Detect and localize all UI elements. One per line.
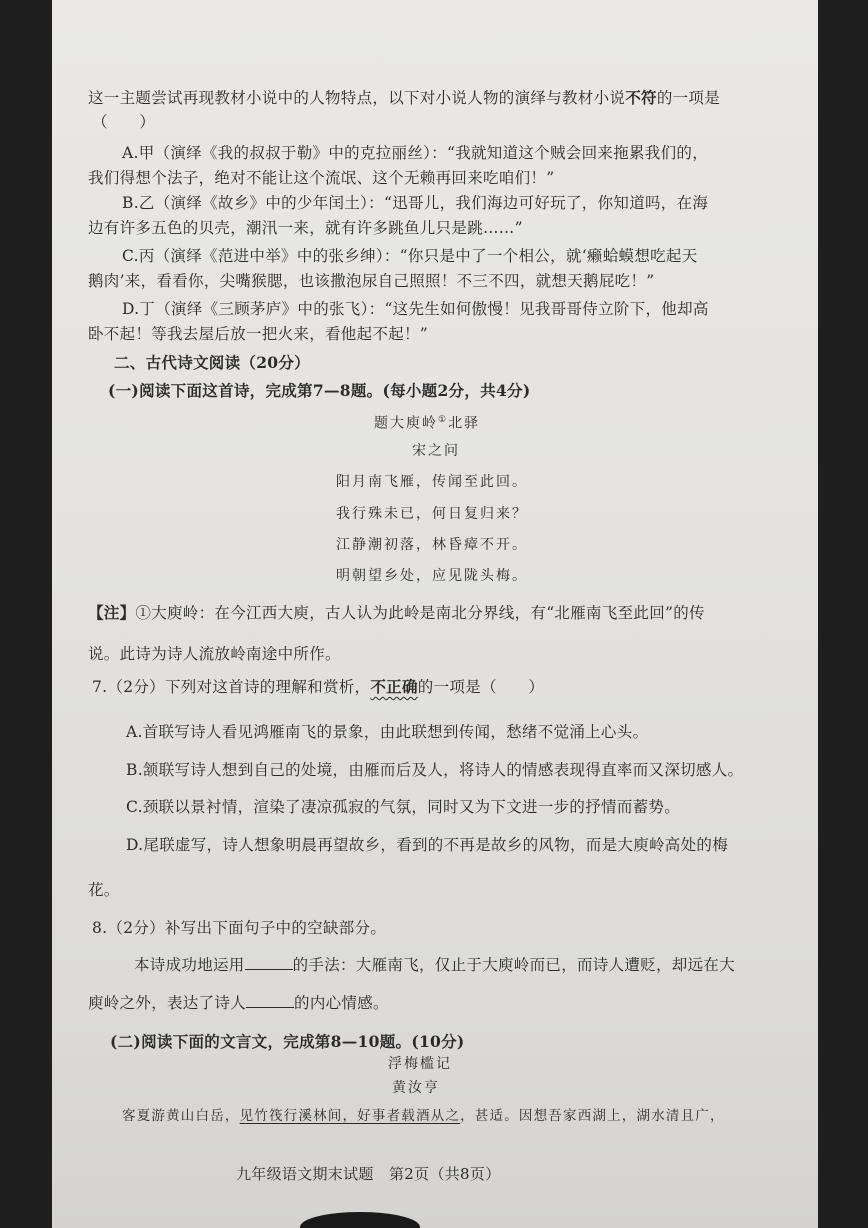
q7-option-d-line1: D.尾联虚写，诗人想象明晨再望故乡，看到的不再是故乡的风物，而是大庾岭高处的梅 [126, 836, 729, 854]
underlined-phrase: 见竹筏行溪林间，好事者载酒从之 [239, 1108, 461, 1124]
emphasis-incorrect: 不正确 [370, 677, 418, 696]
fill-blank-2[interactable] [246, 994, 294, 1008]
prose-author: 黄汝亨 [392, 1080, 440, 1096]
poem-line: 我行殊未已，何日复归来？ [336, 506, 528, 522]
q7-stem: 7.（2分）下列对这首诗的理解和赏析，不正确的一项是（ ） [92, 677, 545, 696]
q8-sentence-line2: 庾岭之外，表达了诗人 的内心情感。 [88, 994, 389, 1012]
q6-option-c-line2: 鹅肉’来，看看你，尖嘴猴腮，也该撒泡尿自己照照！不三不四，就想天鹅屁吃！” [88, 272, 655, 290]
subsection-heading-prose: (二)阅读下面的文言文，完成第8—10题。(10分) [110, 1032, 465, 1051]
poem-line: 江静潮初落，林昏瘴不开。 [336, 537, 528, 553]
q6-option-a-line1: A.甲（演绎《我的叔叔于勒》中的克拉丽丝）：“我就知道这个贼会回来拖累我们的， [122, 144, 708, 162]
page-footer: 九年级语文期末试题 第2页（共8页） [236, 1165, 501, 1183]
fill-blank-1[interactable] [245, 956, 293, 970]
q8-stem: 8.（2分）补写出下面句子中的空缺部分。 [92, 919, 387, 937]
right-frame [818, 0, 868, 1228]
left-frame [0, 0, 52, 1228]
q6-option-d-line2: 卧不起！等我去屋后放一把火来，看他起不起！” [88, 325, 429, 343]
q6-option-d-line1: D.丁（演绎《三顾茅庐》中的张飞）：“这先生如何傲慢！见我哥哥侍立阶下，他却高 [122, 300, 709, 318]
subsection-heading-poem: (一)阅读下面这首诗，完成第7—8题。(每小题2分，共4分) [108, 381, 531, 400]
section-heading: 二、古代诗文阅读（20分） [114, 353, 310, 372]
q7-option-c: C.颈联以景衬情，渲染了凄凉孤寂的气氛，同时又为下文进一步的抒情而蓄势。 [126, 798, 681, 816]
q6-option-c-line1: C.丙（演绎《范进中举》中的张乡绅）：“你只是中了一个相公，就‘癞蛤蟆想吃起天 [122, 247, 698, 265]
q7-option-d-line2: 花。 [88, 881, 120, 899]
q6-option-b-line2: 边有许多五色的贝壳，潮汛一来，就有许多跳鱼儿只是跳……” [88, 219, 523, 237]
poem-line: 阳月南飞雁，传闻至此回。 [336, 474, 528, 490]
q6-option-a-line2: 我们得想个法子，绝对不能让这个流氓、这个无赖再回来吃咱们！” [88, 169, 555, 187]
prose-line1: 客夏游黄山白岳，见竹筏行溪林间，好事者载酒从之，甚适。因想吾家西湖上，湖水清且广， [122, 1108, 725, 1124]
q7-option-a: A.首联写诗人看见鸿雁南飞的景象，由此联想到传闻，愁绪不觉涌上心头。 [126, 723, 649, 741]
prose-title: 浮梅槛记 [388, 1056, 452, 1072]
note-label: 【注】 [88, 603, 136, 622]
q8-sentence-line1: 本诗成功地运用 的手法：大雁南飞，仅止于大庾岭而已，而诗人遭贬，却远在大 [134, 956, 736, 974]
answer-paren: （ ） [92, 113, 156, 131]
emphasis-not-match: 不符 [625, 88, 657, 107]
note-line1: 【注】①大庾岭：在今江西大庾，古人认为此岭是南北分界线，有“北雁南飞至此回”的传 [88, 603, 705, 622]
q7-option-b: B.颔联写诗人想到自己的处境，由雁而后及人，将诗人的情感表现得直率而又深切感人。 [126, 761, 744, 779]
note-line2: 说。此诗为诗人流放岭南途中所作。 [88, 645, 341, 663]
poem-line: 明朝望乡处，应见陇头梅。 [336, 568, 528, 584]
intro-line: 这一主题尝试再现教材小说中的人物特点，以下对小说人物的演绎与教材小说不符的一项是 [88, 88, 721, 107]
exam-page [52, 0, 818, 1228]
poem-author: 宋之问 [412, 443, 460, 459]
q6-option-b-line1: B.乙（演绎《故乡》中的少年闰土）：“迅哥儿，我们海边可好玩了，你知道吗，在海 [122, 194, 709, 212]
poem-title: 题大庾岭①北驿 [374, 415, 481, 432]
